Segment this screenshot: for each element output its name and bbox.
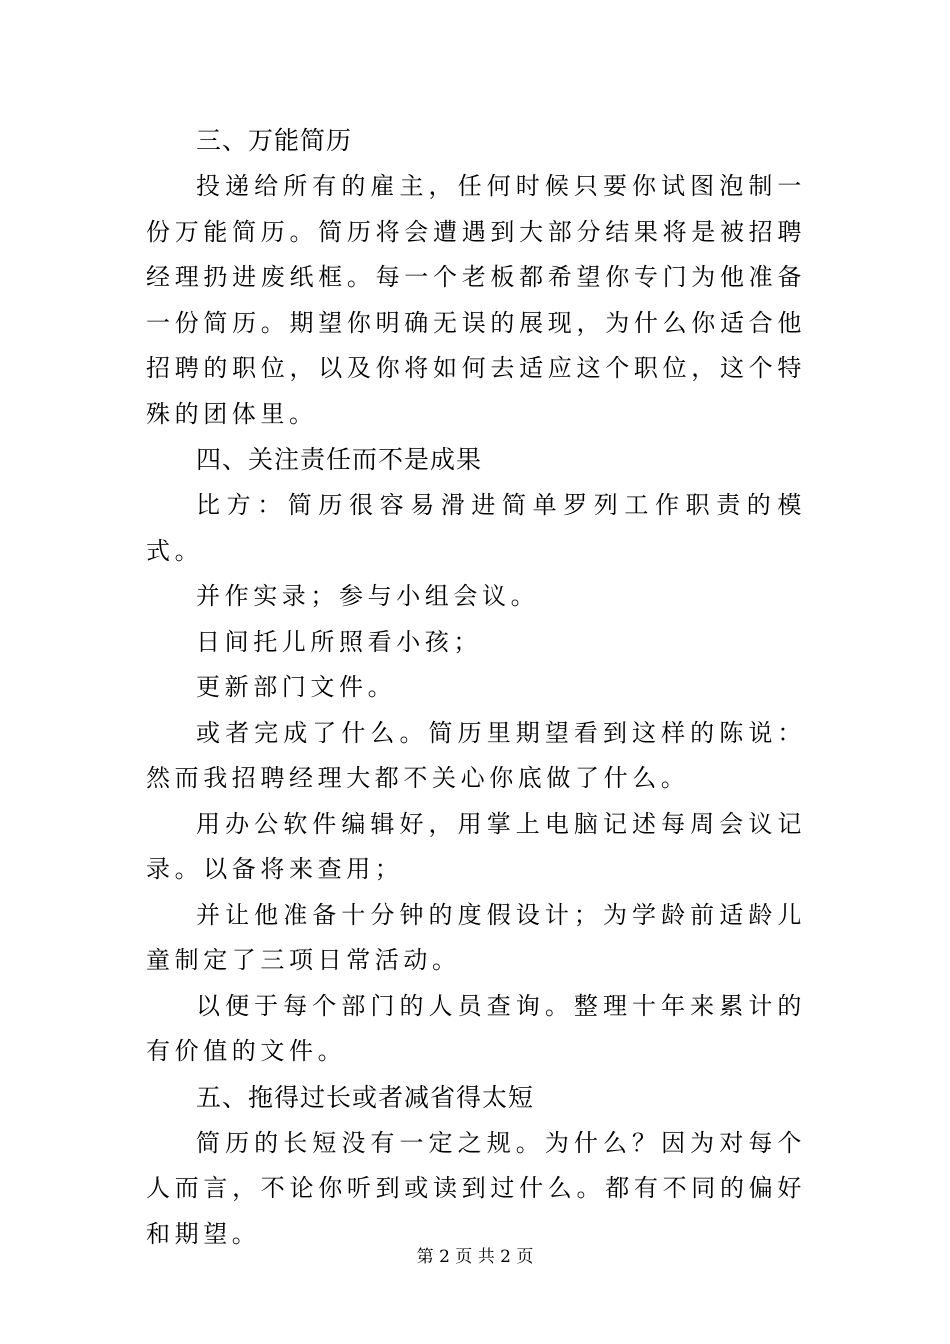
paragraph: 并让他准备十分钟的度假设计；为学龄前适龄儿童制定了三项日常活动。 xyxy=(146,900,806,974)
paragraph: 或者完成了什么。简历里期望看到这样的陈说：然而我招聘经理大都不关心你底做了什么。 xyxy=(146,718,806,792)
paragraph: 并作实录；参与小组会议。 xyxy=(196,582,540,610)
section-heading-3: 三、万能简历 xyxy=(196,126,353,155)
section-heading-5: 五、拖得过长或者减省得太短 xyxy=(196,1082,535,1112)
document-body xyxy=(146,118,806,1257)
section-heading-4: 四、关注责任而不是成果 xyxy=(196,445,483,474)
paragraph: 更新部门文件。 xyxy=(196,673,397,701)
paragraph: 日间托儿所照看小孩； xyxy=(196,627,482,656)
paragraph: 用办公软件编辑好，用掌上电脑记述每周会议记录。以备将来查用； xyxy=(146,809,806,883)
paragraph: 投递给所有的雇主，任何时候只要你试图泡制一份万能简历。简历将会遭遇到大部分结果将是被招聘经理扔进废纸框。每一个老板都希望你专门为他准备一份简历。期望你明确无误的展现，为什么你适合他招聘的职位，以及你将如何去适应这个职位，这个特殊的团体里。 xyxy=(146,172,806,428)
page-footer: 第 2 页 共 2 页 xyxy=(416,1247,534,1267)
paragraph: 简历的长短没有一定之规。为什么？因为对每个人而言，不论你听到或读到过什么。都有不同的偏好和期望。 xyxy=(146,1128,806,1248)
paragraph: 以便于每个部门的人员查询。整理十年来累计的有价值的文件。 xyxy=(146,991,806,1065)
paragraph: 比方：简历很容易滑进简单罗列工作职责的模式。 xyxy=(146,491,806,565)
